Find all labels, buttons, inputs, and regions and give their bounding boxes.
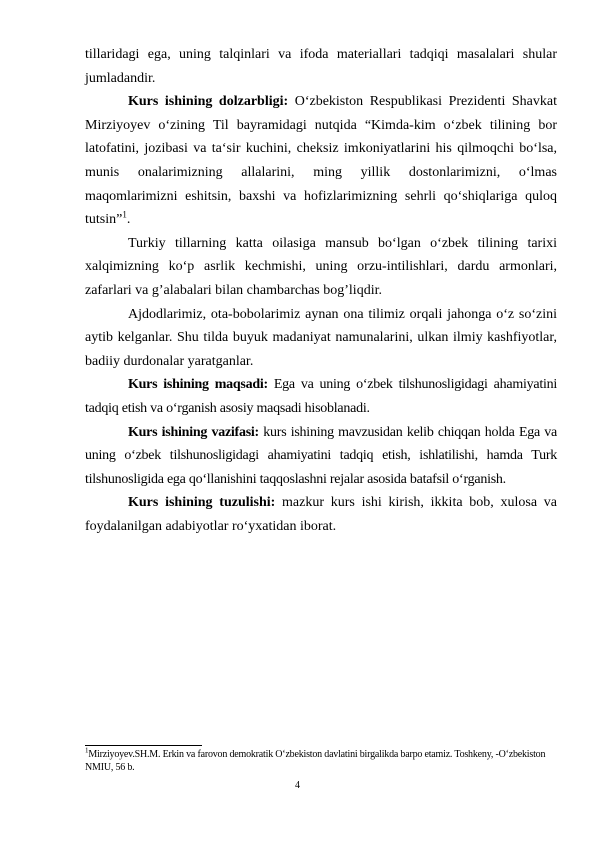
paragraph-structure — [85, 491, 557, 538]
paragraph-tasks — [85, 421, 557, 492]
footnote-marker: 1 — [85, 746, 89, 755]
paragraph-continuation: tillaridagi ega, uning talqinlari va ifoda materiallari tadqiqi masalalari shular jumladandir. — [85, 47, 557, 86]
paragraph-ancestors: Ajdodlarimiz, ota-bobolarimiz aynan ona tilimiz orqali jahonga o‘z so‘zini aytib kelganlar. Shu tilda buyuk madaniyat namunalarini, ulkan ilmiy kashfiyotlar, badiiy durdonalar yaratganlar. — [85, 306, 557, 369]
goal-text: Ega va uning o‘zbek tilshunosligidagi ahamiyatini tadqiq etish va o‘rganish asosiy maqsadi hisoblanadi. — [85, 377, 557, 416]
relevance-label: Kurs ishining dolzarbligi: — [128, 94, 289, 110]
relevance-end: . — [126, 212, 131, 228]
tasks-text: kurs ishining mavzusidan kelib chiqqan holda Ega va uning o‘zbek tilshunosligidagi ahamiyatini tadqiq etish, ishlatilishi, hamda Turk tilshunosligida ega qo‘llanishini taqqoslashni rejalar asosida batafsil o‘rganish. — [85, 424, 557, 487]
paragraph-goal — [85, 373, 557, 420]
page-number: 4 — [295, 780, 300, 791]
paragraph-relevance — [85, 90, 557, 232]
footnote — [85, 748, 565, 774]
paragraph-turkic-languages: Turkiy tillarning katta oilasiga mansub bo‘lgan o‘zbek tilining tarixi xalqimizning ko‘p asrlik kechmishi, uning orzu-intilishlari, dardu armonlari, zafarlari va g’alabalari bilan chambarchas bog’liqdir. — [85, 235, 557, 298]
goal-label: Kurs ishining maqsadi: — [128, 377, 268, 393]
footnote-text: Mirziyoyev.SH.M. Erkin va farovon demokratik O‘zbekiston davlatini birgalikda barpo etamiz. Toshkeny, -O‘zbekiston NMIU, 56 b. — [85, 749, 546, 773]
footnote-reference: 1 — [122, 209, 127, 220]
tasks-label: Kurs ishining vazifasi: — [128, 424, 259, 440]
document-body — [85, 43, 557, 538]
relevance-text: O‘zbekiston Respublikasi Prezidenti Shavkat Mirziyoyev o‘zining Til bayramidagi nutqida “Kimda-kim o‘zbek tilining bor latofatini, jozibasi va ta‘sir kuchini, cheksiz imkoniyatlarini his qilmoqchi bo‘lsa, munis onalarimizning allalarini, ming yillik dostonlarimizni, o‘lmas maqomlarimizni eshitsin, baxshi va hofizlarimizning sehrli qo‘shiqlariga quloq tutsin” — [85, 94, 557, 228]
structure-label: Kurs ishining tuzulishi: — [128, 495, 276, 511]
structure-text: mazkur kurs ishi kirish, ikkita bob, xulosa va foydalanilgan adabiyotlar ro‘yxatidan iborat. — [85, 495, 558, 534]
footnote-divider — [85, 745, 202, 746]
